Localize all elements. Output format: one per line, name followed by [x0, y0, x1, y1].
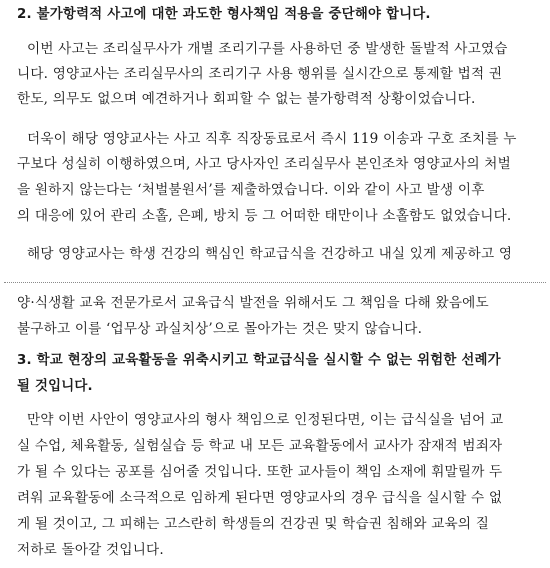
section3-p1-line1: 만약 이번 사안이 영양교사의 형사 책임으로 인정된다면, 이는 급식실을 넘어 교	[27, 412, 504, 428]
section2-p1-line3: 한도, 의무도 없으며 예견하거나 회피할 수 없는 불가항력적 상황이었습니다.	[17, 91, 476, 107]
section3-heading-line2: 될 것입니다.	[17, 379, 93, 394]
section2-p3-line1: 해당 영양교사는 학생 건강의 핵심인 학교급식을 건강하고 내실 있게 제공하고 영	[27, 246, 513, 262]
section2-p2-line1: 더욱이 해당 영양교사는 사고 직후 직장동료로서 즉시 119 이송과 구호 조치를 누	[27, 131, 517, 147]
section3-p1-line6: 저하로 돌아갈 것입니다.	[17, 542, 164, 558]
section2-p2-line2: 구보다 성실히 이행하였으며, 사고 당사자인 조리실무사 본인조차 영양교사의 처벌	[17, 156, 511, 172]
section3-p1-line2: 실 수업, 체육활동, 실험실습 등 학교 내 모든 교육활동에서 교사가 잠재적 범죄자	[17, 438, 503, 454]
section3-heading-line1: 3. 학교 현장의 교육활동을 위축시키고 학교급식을 실시할 수 없는 위험한 선례가	[17, 353, 501, 368]
section2-p1-line2: 니다. 영양교사는 조리실무사의 조리기구 사용 행위를 실시간으로 통제할 법적 권	[17, 66, 503, 82]
section3-p1-line3: 가 될 수 있다는 공포를 심어줄 것입니다. 또한 교사들이 책임 소재에 휘말릴까 두	[17, 464, 503, 480]
section2-p2-line3: 을 원하지 않는다는 ‘처벌불원서’를 제출하였습니다. 이와 같이 사고 발생 이후	[17, 182, 485, 198]
section3-p1-line5: 게 될 것이고, 그 피해는 고스란히 학생들의 건강권 및 학습권 침해와 교육의 질	[17, 516, 490, 532]
section2-p1-line1: 이번 사고는 조리실무사가 개별 조리기구를 사용하던 중 발생한 돌발적 사고였습	[27, 41, 508, 57]
section3-p1-line4: 려워 교육활동에 소극적으로 임하게 된다면 영양교사의 경우 급식을 실시할 수 없	[17, 490, 503, 506]
section2-p2-line4: 의 대응에 있어 관리 소홀, 은폐, 방치 등 그 어떠한 태만이나 소홀함도 없었습니다.	[17, 208, 512, 224]
section2-heading: 2. 불가항력적 사고에 대한 과도한 형사책임 적용을 중단해야 합니다.	[17, 7, 431, 22]
section2-p3-line2: 양·식생활 교육 전문가로서 교육급식 발전을 위해서도 그 책임을 다해 왔음에도	[17, 295, 489, 311]
section2-p3-line3: 불구하고 이를 ‘업무상 과실치상’으로 몰아가는 것은 맞지 않습니다.	[17, 321, 423, 337]
page-break-divider	[4, 282, 546, 283]
